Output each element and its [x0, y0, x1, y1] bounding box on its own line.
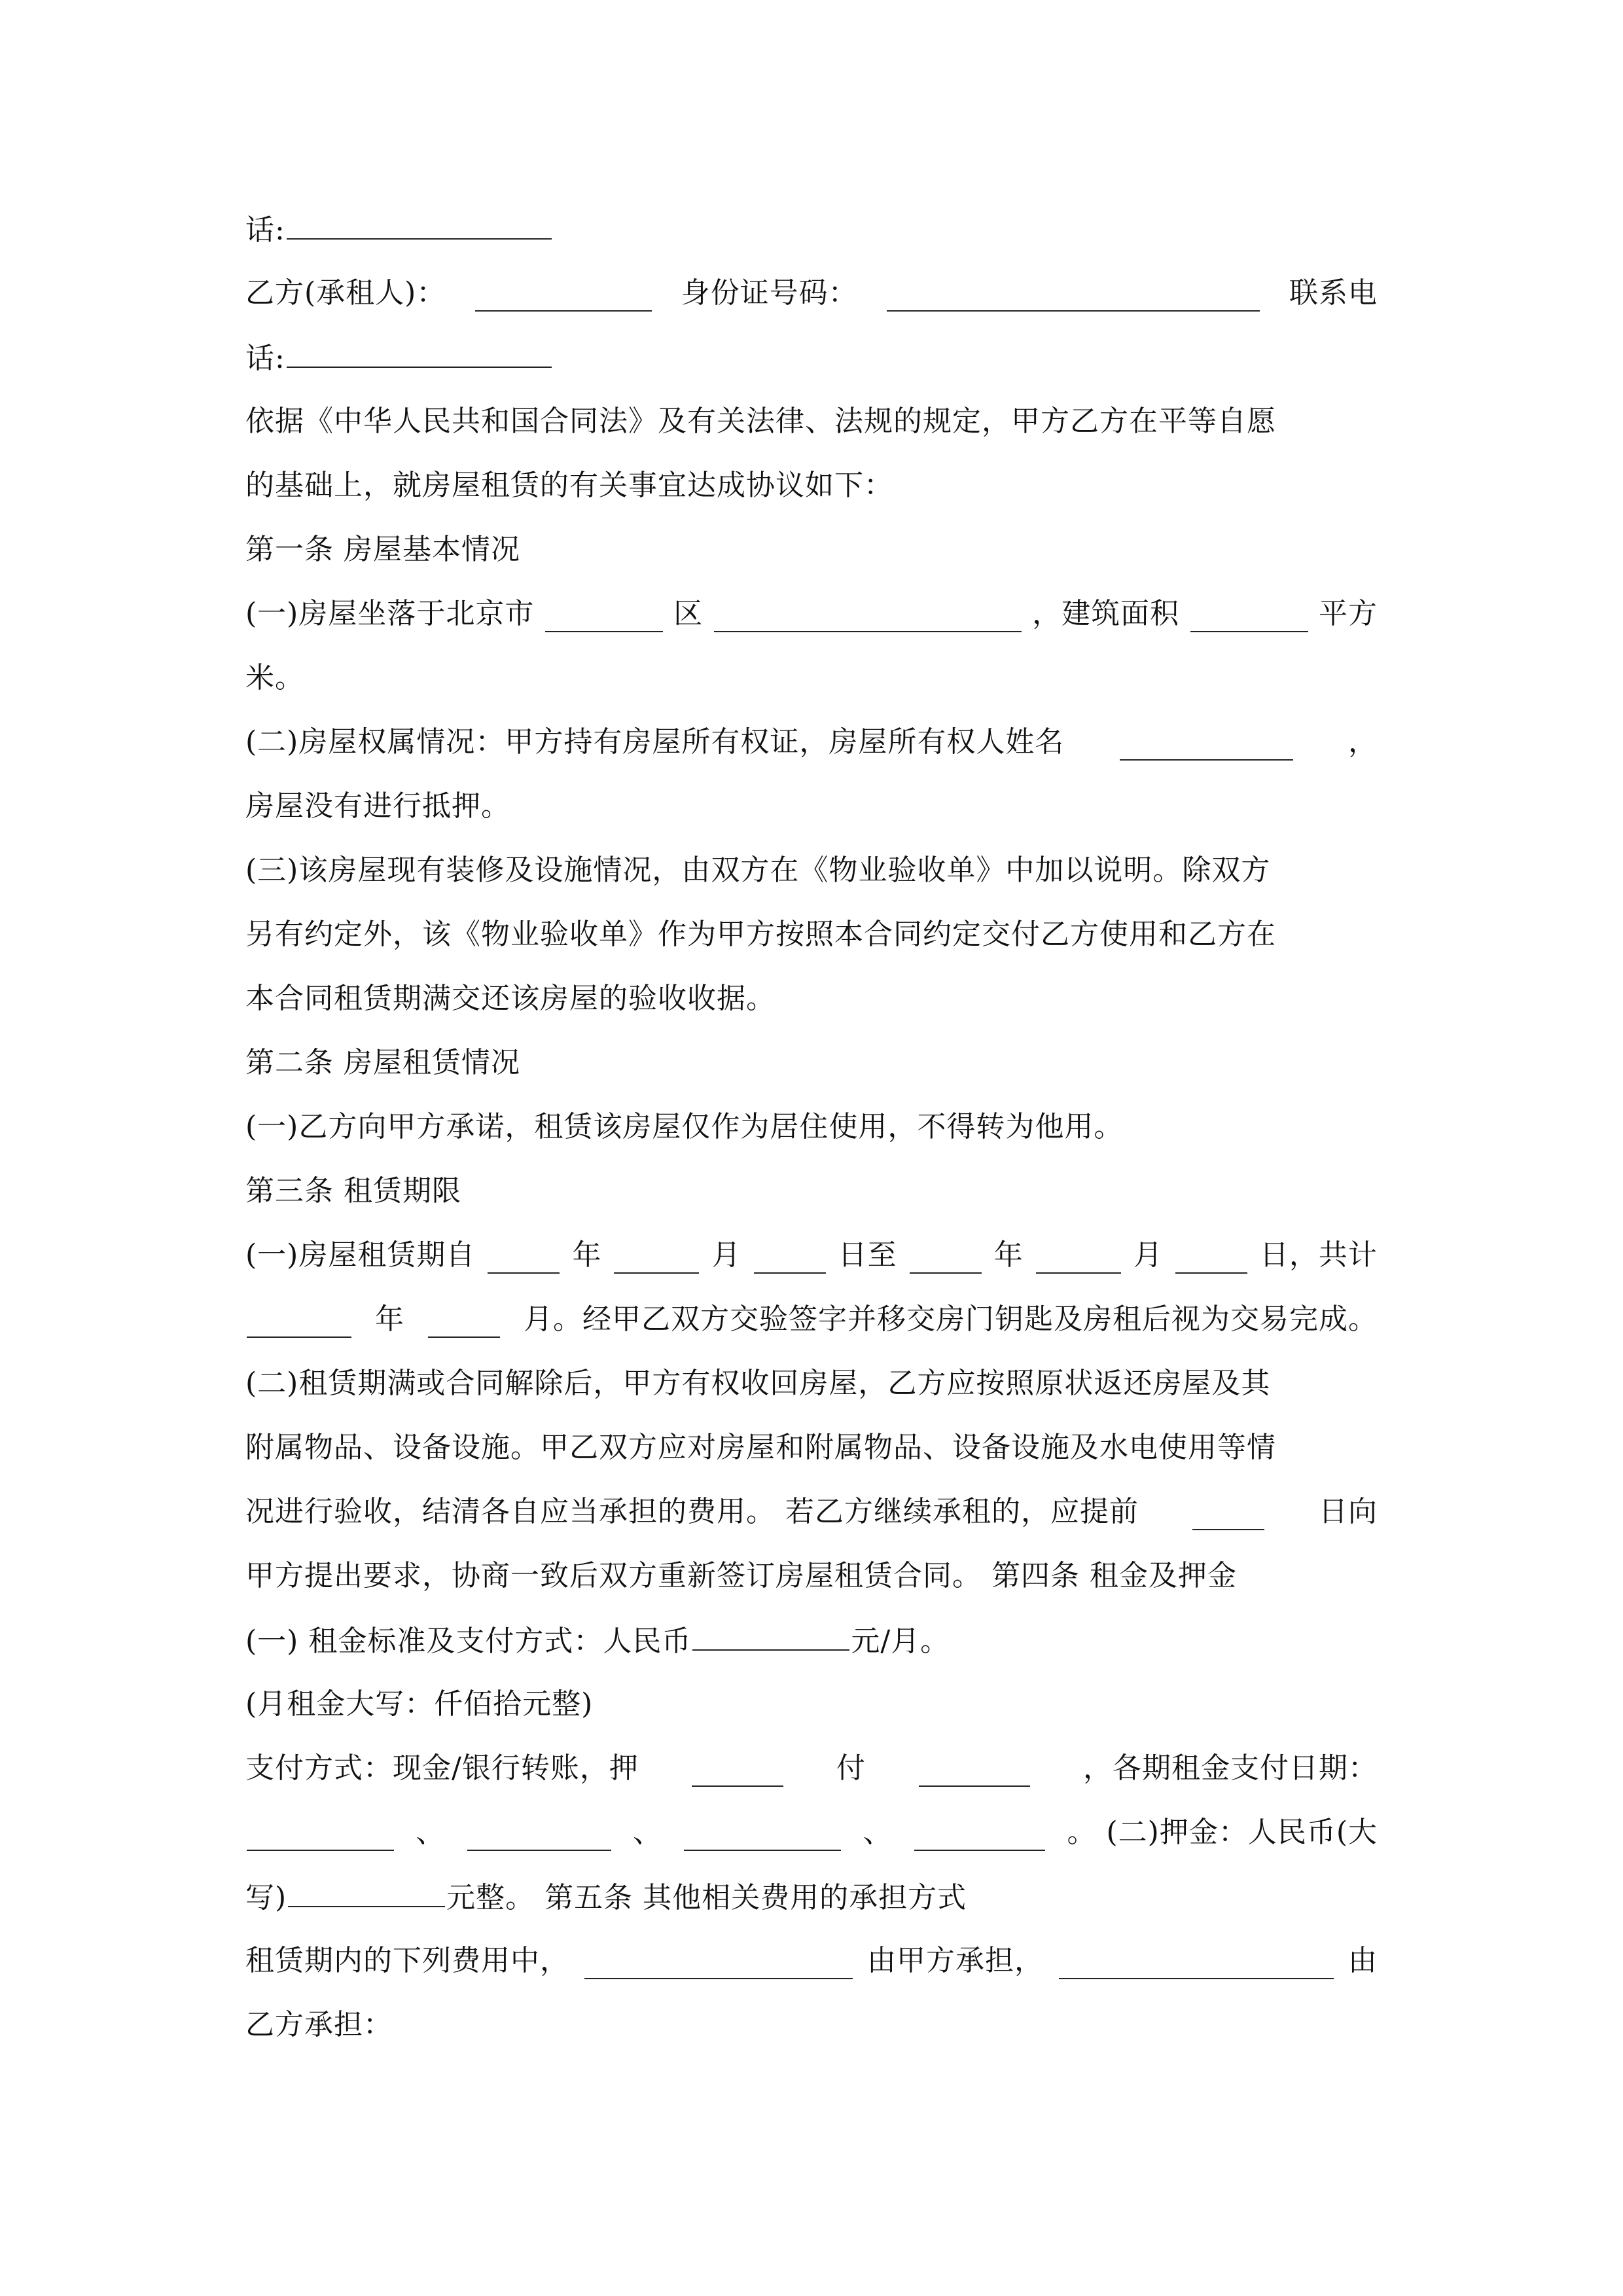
text-segment: 房屋没有进行抵押。 — [245, 789, 510, 823]
fill-blank — [247, 1301, 351, 1338]
text-segment: ，各期租金支付日期： — [1082, 1751, 1378, 1785]
text-segment: 由 — [1348, 1944, 1378, 1977]
text-segment: 平方 — [1318, 597, 1378, 630]
fill-blank — [247, 1814, 394, 1851]
text-segment: (二)房屋权属情况：甲方持有房屋所有权证，房屋所有权人姓名 — [245, 725, 1065, 759]
text-segment: 另有约定外，该《物业验收单》作为甲方按照本合同约定交付乙方使用和乙方在 — [245, 918, 1276, 951]
text-segment: 、 — [633, 1816, 663, 1849]
text-line — [245, 652, 1378, 704]
fill-blank — [488, 1237, 560, 1274]
section-heading — [245, 1165, 1378, 1217]
text-segment: 甲方提出要求，协商一致后双方重新签订房屋租赁合同。 第四条 租金及押金 — [245, 1559, 1237, 1592]
text-line — [245, 203, 1378, 255]
text-segment: (一) 租金标准及支付方式：人民币 — [245, 1624, 692, 1658]
text-segment: ，建筑面积 — [1032, 597, 1180, 630]
fill-blank — [545, 596, 663, 632]
fill-blank — [475, 275, 652, 312]
text-line — [245, 973, 1378, 1025]
text-segment: 况进行验收，结清各自应当承担的费用。 若乙方继续承租的，应提前 — [245, 1495, 1139, 1528]
text-segment: 第一条 房屋基本情况 — [245, 533, 520, 566]
text-segment: 付 — [836, 1751, 866, 1785]
text-segment: 联系电 — [1289, 276, 1378, 310]
text-segment: 日，共计 — [1259, 1238, 1378, 1272]
text-segment: (一)乙方向甲方承诺，租赁该房屋仅作为居住使用，不得转为他用。 — [245, 1110, 1124, 1143]
fill-blank — [714, 596, 1022, 632]
fill-blank — [910, 1237, 982, 1274]
text-line — [245, 780, 1378, 833]
text-segment: 由甲方承担， — [867, 1944, 1044, 1977]
text-line — [245, 459, 1378, 512]
text-segment: 写) — [245, 1881, 287, 1914]
fill-blank — [1059, 1943, 1334, 1979]
text-segment: 月 — [711, 1238, 741, 1272]
fill-blank — [467, 1814, 611, 1851]
text-line — [245, 588, 1378, 640]
fill-blank — [584, 1943, 853, 1979]
text-line — [245, 1293, 1378, 1346]
text-segment: 本合同租赁期满交还该房屋的验收收据。 — [245, 982, 776, 1015]
text-segment: 、 — [416, 1816, 446, 1849]
fill-blank — [288, 1871, 445, 1907]
fill-blank — [692, 1614, 849, 1651]
text-segment: 月。经甲乙双方交验签字并移交房门钥匙及房租后视为交易完成。 — [524, 1302, 1378, 1336]
fill-blank — [1120, 724, 1293, 761]
text-segment: 乙方承担： — [245, 2008, 393, 2041]
text-line — [245, 1999, 1378, 2051]
fill-blank — [1175, 1237, 1247, 1274]
text-line — [245, 1806, 1378, 1859]
fill-blank — [287, 203, 552, 240]
text-line — [245, 908, 1378, 961]
text-segment: 的基础上，就房屋租赁的有关事宜达成协议如下： — [245, 469, 893, 502]
text-segment: (二)租赁期满或合同解除后，甲方有权收回房屋，乙方应按照原状返还房屋及其 — [245, 1367, 1271, 1400]
text-segment: 支付方式：现金/银行转账，押 — [245, 1751, 639, 1785]
text-segment: 年 — [572, 1238, 602, 1272]
text-segment: 日向 — [1318, 1495, 1378, 1528]
text-segment: 附属物品、设备设施。甲乙双方应对房屋和附属物品、设备设施及水电使用等情 — [245, 1431, 1276, 1464]
fill-blank — [754, 1237, 826, 1274]
text-line — [245, 1550, 1378, 1602]
text-line — [245, 395, 1378, 448]
text-segment: 年 — [375, 1302, 404, 1336]
fill-blank — [1036, 1237, 1121, 1274]
section-heading — [245, 1037, 1378, 1089]
text-segment: 年 — [993, 1238, 1024, 1272]
fill-blank — [287, 331, 552, 368]
fill-blank — [428, 1301, 500, 1338]
text-segment: 租赁期内的下列费用中， — [245, 1944, 569, 1977]
text-segment: 元/月。 — [851, 1624, 950, 1658]
text-segment: 月 — [1133, 1238, 1163, 1272]
text-segment: (一)房屋租赁期自 — [245, 1238, 476, 1272]
fill-blank — [692, 1750, 783, 1787]
text-segment: 第三条 租赁期限 — [245, 1174, 461, 1208]
text-line — [245, 1678, 1378, 1731]
fill-blank — [919, 1750, 1030, 1787]
text-line — [245, 1486, 1378, 1538]
text-segment: 米。 — [245, 661, 304, 694]
fill-blank — [914, 1814, 1045, 1851]
text-line — [245, 1935, 1378, 1987]
text-line — [245, 267, 1378, 319]
text-segment: 话: — [245, 213, 285, 247]
text-segment: 第二条 房屋租赁情况 — [245, 1046, 520, 1079]
fill-blank — [1190, 596, 1308, 632]
text-line — [245, 1101, 1378, 1153]
text-segment: ， — [1348, 725, 1378, 759]
text-line — [245, 331, 1378, 384]
text-segment: 话: — [245, 342, 285, 375]
text-segment: 区 — [673, 597, 704, 630]
text-line — [245, 844, 1378, 897]
text-segment: (一)房屋坐落于北京市 — [245, 597, 535, 630]
section-heading — [245, 524, 1378, 576]
text-line — [245, 1614, 1378, 1666]
text-segment: 元整。 第五条 其他相关费用的承担方式 — [446, 1881, 967, 1914]
text-segment: (三)该房屋现有装修及设施情况，由双方在《物业验收单》中加以说明。除双方 — [245, 853, 1271, 887]
text-segment: 乙方(承租人)： — [245, 276, 446, 310]
text-line — [245, 1422, 1378, 1474]
fill-blank — [614, 1237, 699, 1274]
text-line — [245, 1357, 1378, 1410]
text-segment: 、 — [863, 1816, 893, 1849]
text-segment: 身份证号码： — [681, 276, 858, 310]
fill-blank — [1192, 1494, 1264, 1530]
text-segment: 依据《中华人民共和国合同法》及有关法律、法规的规定，甲方乙方在平等自愿 — [245, 404, 1276, 438]
text-line — [245, 1742, 1378, 1795]
fill-blank — [887, 275, 1260, 312]
text-line — [245, 1871, 1378, 1923]
text-segment: 。 (二)押金：人民币(大 — [1067, 1816, 1378, 1849]
text-segment: (月租金大写：仟佰拾元整) — [245, 1687, 594, 1721]
text-line — [245, 716, 1378, 768]
fill-blank — [684, 1814, 841, 1851]
text-line — [245, 1229, 1378, 1282]
text-segment: 日至 — [838, 1238, 897, 1272]
